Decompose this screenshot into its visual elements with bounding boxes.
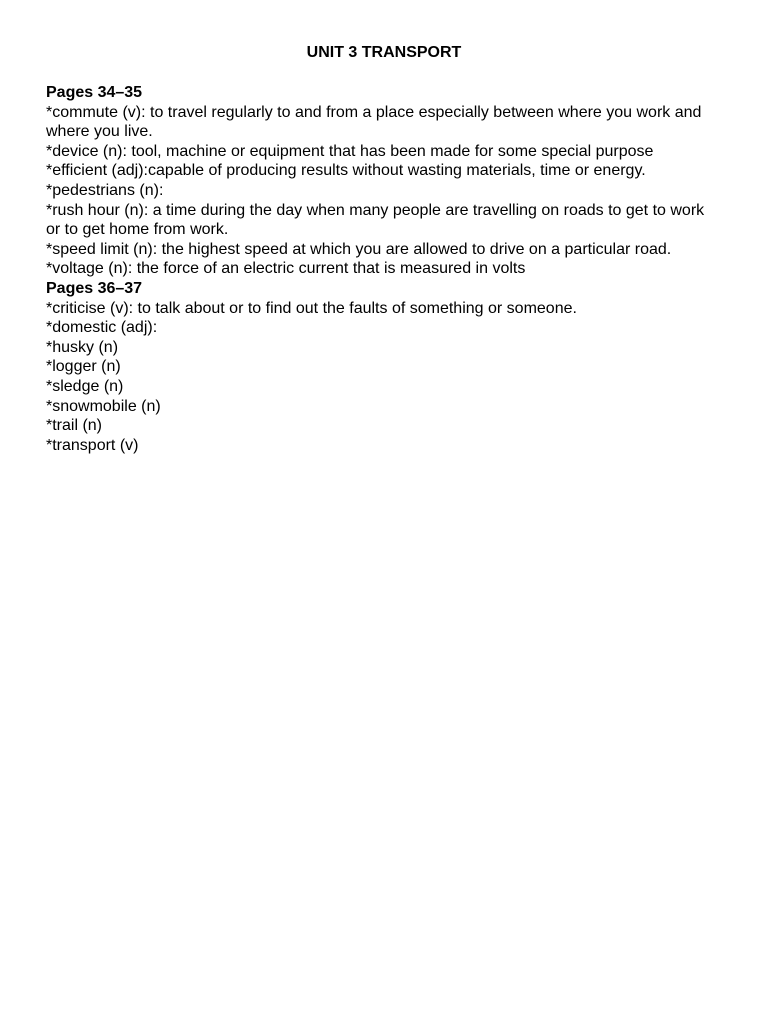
section-pages-36-37 — [46, 279, 718, 455]
section-heading: Pages 34–35 — [46, 84, 143, 101]
vocab-entry-rush-hour: *rush hour (n): a time during the day when many people are travelling on roads to get to work or to get home from work. — [46, 201, 705, 239]
vocab-entry-transport: *transport (v) — [46, 436, 139, 454]
vocab-entry-domestic: *domestic (adj): — [46, 319, 158, 337]
vocab-entry-commute: *commute (v): to travel regularly to and from a place especially between where you work and where you live. — [46, 103, 702, 141]
vocab-entry-logger: *logger (n) — [46, 358, 121, 376]
vocab-entry-efficient: *efficient (adj):capable of producing results without wasting materials, time or energy. — [46, 162, 646, 180]
vocab-entry-pedestrians: *pedestrians (n): — [46, 181, 164, 199]
section-pages-34-35 — [46, 83, 718, 279]
document-title: UNIT 3 TRANSPORT — [306, 44, 462, 61]
vocab-entry-voltage: *voltage (n): the force of an electric current that is measured in volts — [46, 260, 526, 278]
vocab-entry-husky: *husky (n) — [46, 338, 119, 356]
vocab-entry-device: *device (n): tool, machine or equipment that has been made for some special purpose — [46, 142, 654, 160]
document-content — [46, 83, 718, 455]
vocab-entry-sledge: *sledge (n) — [46, 377, 124, 395]
vocab-entry-snowmobile: *snowmobile (n) — [46, 397, 161, 415]
vocab-entry-speed-limit: *speed limit (n): the highest speed at which you are allowed to drive on a particular road. — [46, 240, 672, 258]
vocab-entry-trail: *trail (n) — [46, 417, 103, 435]
section-heading: Pages 36–37 — [46, 279, 143, 297]
vocab-entry-criticise: *criticise (v): to talk about or to find out the faults of something or someone. — [46, 299, 577, 317]
